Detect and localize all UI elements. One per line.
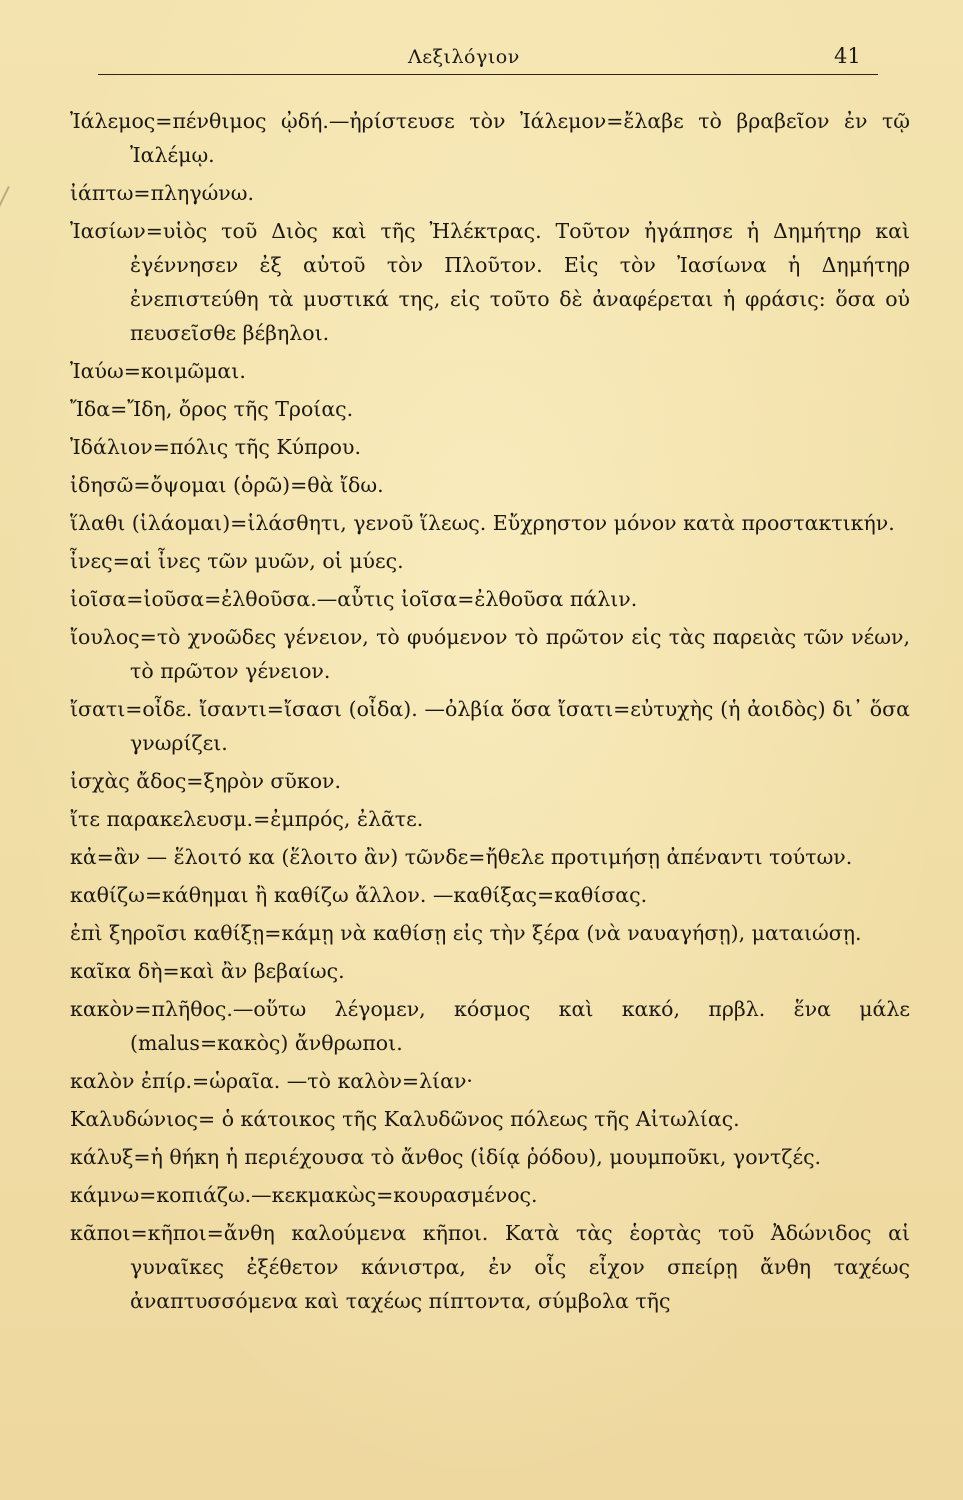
- glossary-entry: Ἰδάλιον=πόλις τῆς Κύπρου.: [70, 435, 361, 459]
- glossary-entry: ἴσατι=οἶδε. ἴσαντι=ἴσασι (οἶδα). —ὀλβία ὅσα ἴσατι=εὐτυχὴς (ἡ ἀοιδὸς) δι᾿ ὅσα γνωρίζει.: [70, 697, 910, 755]
- glossary-entry: ἵλαθι (ἱλάομαι)=ἱλάσθητι, γενοῦ ἵλεως. Εὔχρηστον μόνον κατὰ προστακτικήν.: [70, 511, 895, 535]
- glossary-entry: ἰσχὰς ἄδος=ξηρὸν σῦκον.: [70, 769, 342, 793]
- header-rule: [98, 74, 878, 75]
- glossary-entry: καλὸν ἐπίρ.=ὡραῖα. —τὸ καλὸν=λίαν·: [70, 1069, 473, 1093]
- glossary-entry: ἴτε παρακελευσμ.=ἐμπρός, ἐλᾶτε.: [70, 807, 424, 831]
- glossary-entry: ἐπὶ ξηροῖσι καθίξῃ=κάμῃ νὰ καθίσῃ εἰς τὴν ξέρα (νὰ ναυαγήσῃ), ματαιώσῃ.: [70, 921, 862, 945]
- glossary-entry: κἀ=ἂν — ἕλοιτό κα (ἕλοιτο ἂν) τῶνδε=ἤθελε προτιμήσῃ ἀπέναντι τούτων.: [70, 845, 853, 869]
- glossary-entry: κάμνω=κοπιάζω.—κεκμακὼς=κουρασμένος.: [70, 1183, 538, 1207]
- running-title: Λεξιλόγιον: [408, 46, 520, 68]
- glossary-entry: Καλυδώνιος= ὁ κάτοικος τῆς Καλυδῶνος πόλεως τῆς Αἰτωλίας.: [70, 1107, 740, 1131]
- glossary-entry: Ἰασίων=υἱὸς τοῦ Διὸς καὶ τῆς Ἠλέκτρας. Τοῦτον ἠγάπησε ἡ Δημήτηρ καὶ ἐγέννησεν ἐξ αὐτοῦ τὸν Πλοῦτον. Εἰς τὸν Ἰασίωνα ἡ Δημήτηρ ἐνεπιστεύθη τὰ μυστικά της, εἰς τοῦτο δὲ ἀναφέρεται ἡ φράσις: ὅσα οὐ πευσεῖσθε βέβηλοι.: [70, 219, 910, 345]
- glossary-entry: ἴουλος=τὸ χνοῶδες γένειον, τὸ φυόμενον τὸ πρῶτον εἰς τὰς παρειὰς τῶν νέων, τὸ πρῶτον γένειον.: [70, 625, 910, 683]
- glossary-entry: ἰοῖσα=ἰοῦσα=ἐλθοῦσα.—αὖτις ἰοῖσα=ἐλθοῦσα πάλιν.: [70, 587, 638, 611]
- glossary-entry: Ἴδα=Ἴδη, ὄρος τῆς Τροίας.: [70, 397, 354, 421]
- glossary-entry: ἶνες=αἱ ἶνες τῶν μυῶν, οἱ μύες.: [70, 549, 404, 573]
- glossary-entries: [70, 104, 910, 1322]
- page-number: 41: [834, 44, 861, 68]
- glossary-entry: κᾶποι=κῆποι=ἄνθη καλούμενα κῆποι. Κατὰ τὰς ἑορτὰς τοῦ Ἀδώνιδος αἱ γυναῖκες ἐξέθετον κάνιστρα, ἐν οἷς εἶχον σπείρῃ ἄνθη ταχέως ἀναπτυσσόμενα καὶ ταχέως πίπτοντα, σύμβολα τῆς: [70, 1221, 910, 1313]
- glossary-entry: Ἰάλεμος=πένθιμος ᾠδή.—ἠρίστευσε τὸν Ἰάλεμον=ἔλαβε τὸ βραβεῖον ἐν τῷ Ἰαλέμῳ.: [70, 109, 910, 167]
- glossary-entry: ἰδησῶ=ὄψομαι (ὁρῶ)=θὰ ἴδω.: [70, 473, 384, 497]
- glossary-entry: κακὸν=πλῆθος.—οὕτω λέγομεν, κόσμος καὶ κακό, πρβλ. ἕνα μάλε (malus=κακὸς) ἄνθρωποι.: [70, 997, 910, 1055]
- glossary-entry: κάλυξ=ἡ θήκη ἡ περιέχουσα τὸ ἄνθος (ἰδίᾳ ῥόδου), μουμποῦκι, γοντζές.: [70, 1145, 822, 1169]
- margin-pencil-stroke: [0, 186, 10, 257]
- glossary-entry: ἰάπτω=πληγώνω.: [70, 181, 254, 205]
- glossary-entry: καῖκα δὴ=καὶ ἂν βεβαίως.: [70, 959, 345, 983]
- glossary-entry: Ἰαύω=κοιμῶμαι.: [70, 359, 246, 383]
- glossary-entry: καθίζω=κάθημαι ἢ καθίζω ἄλλον. —καθίξας=καθίσας.: [70, 883, 648, 907]
- running-head: [0, 44, 963, 74]
